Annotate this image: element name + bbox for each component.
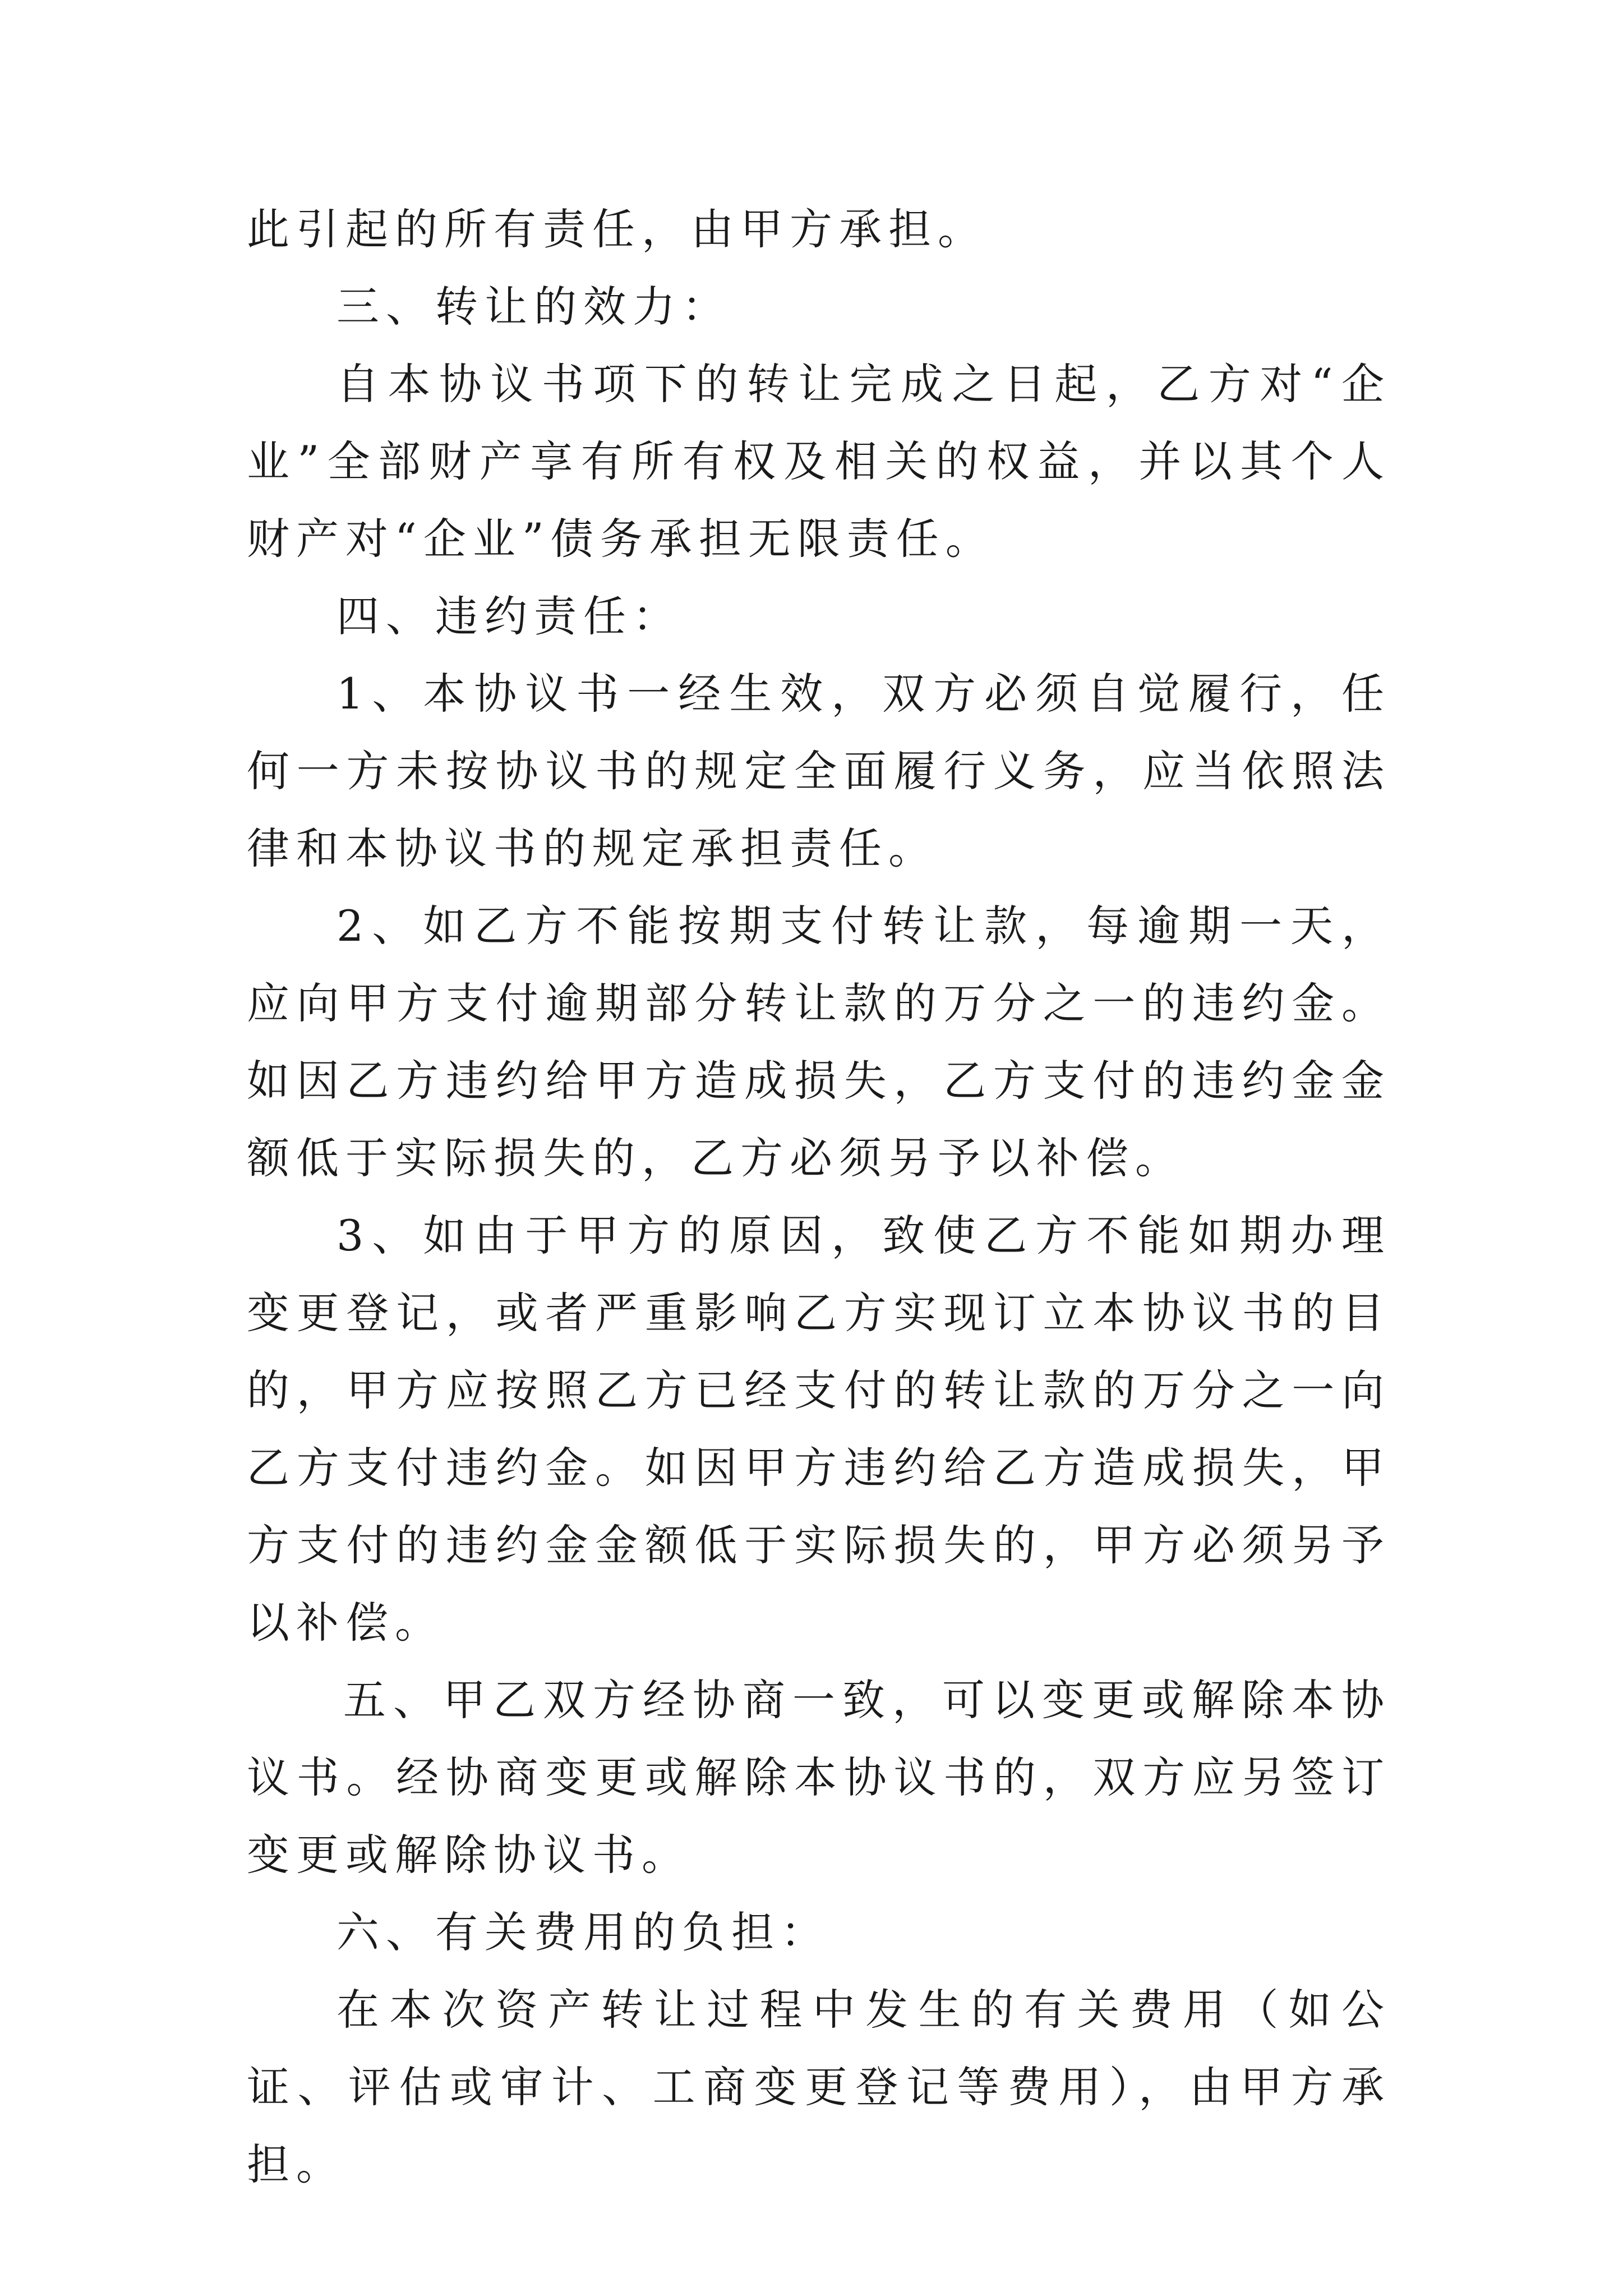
section-heading-effect: 三、转让的效力：: [336, 282, 731, 332]
section-heading-liability: 四、违约责任：: [336, 591, 682, 641]
paragraph-liability-3: 3、如由于甲方的原因，致使乙方不能如期办理变更登记，或者严重影响乙方实现订立本协议书的目的，甲方应按照乙方已经支付的转让款的万分之一向乙方支付违约金。如因甲方违约给乙方造成损失，甲方支付的违约金金额低于实际损失的，甲方必须另予以补偿。: [247, 1211, 1391, 1648]
paragraph-effect: 自本协议书项下的转让完成之日起，乙方对“企业”全部财产享有所有权及相关的权益，并以其个人财产对“企业”债务承担无限责任。: [247, 359, 1391, 564]
section-heading-fees: 六、有关费用的负担：: [336, 1907, 830, 1957]
paragraph-liability-1: 1、本协议书一经生效，双方必须自觉履行，任何一方未按协议书的规定全面履行义务，应当依照法律和本协议书的规定承担责任。: [247, 669, 1391, 873]
paragraph-fees: 在本次资产转让过程中发生的有关费用（如公证、评估或审计、工商变更登记等费用），由甲方承担。: [247, 1985, 1391, 2189]
paragraph-modification: 五、甲乙双方经协商一致，可以变更或解除本协议书。经协商变更或解除本协议书的，双方应另签订变更或解除协议书。: [247, 1675, 1391, 1880]
paragraph-liability-2: 2、如乙方不能按期支付转让款，每逾期一天，应向甲方支付逾期部分转让款的万分之一的违约金。如因乙方违约给甲方造成损失，乙方支付的违约金金额低于实际损失的，乙方必须另予以补偿。: [247, 901, 1391, 1183]
paragraph-continuation: 此引起的所有责任，由甲方承担。: [247, 204, 987, 254]
document-page: [247, 191, 1391, 2203]
